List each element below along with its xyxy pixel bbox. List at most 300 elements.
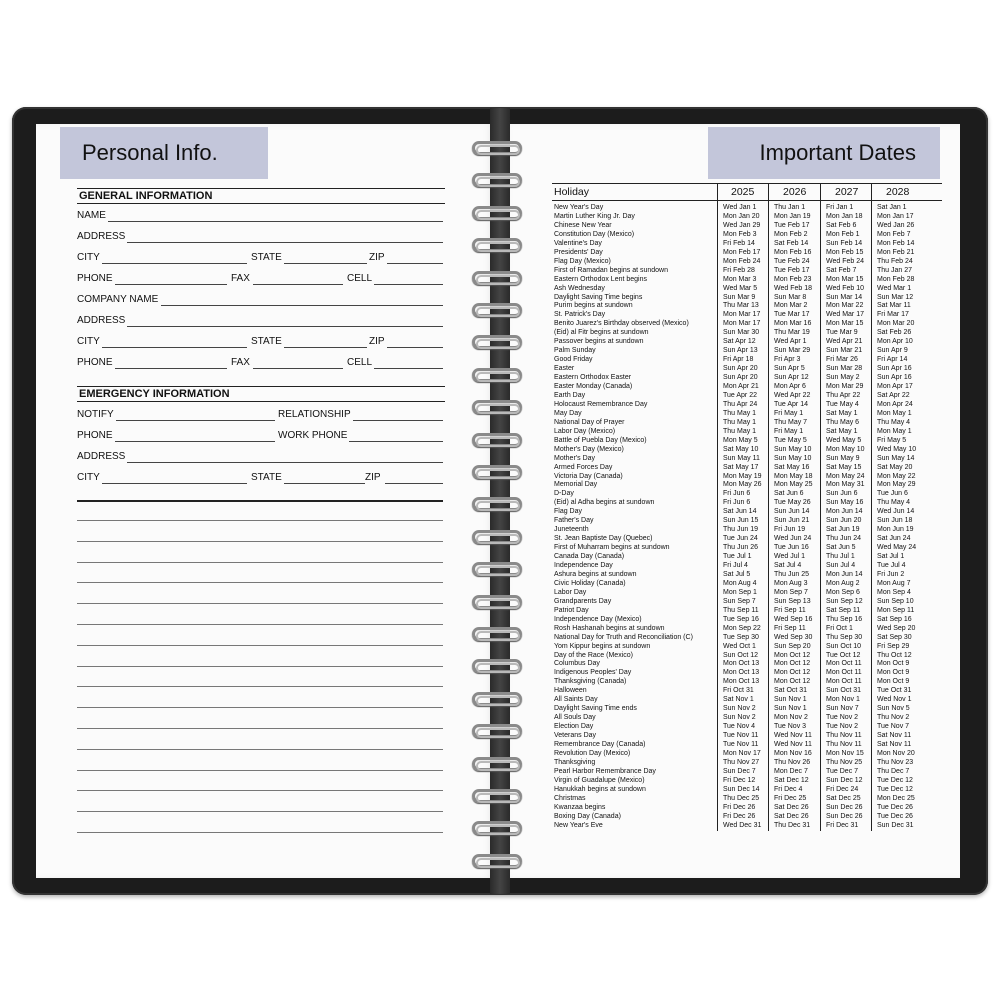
table-row xyxy=(552,507,942,516)
emergency-info-heading: EMERGENCY INFORMATION xyxy=(77,386,445,402)
holiday-name-cell: Kwanzaa begins xyxy=(554,803,606,811)
date-cell: Wed Apr 1 xyxy=(774,338,807,346)
note-line xyxy=(77,541,443,542)
table-row xyxy=(552,740,942,749)
date-cell: Tue Apr 22 xyxy=(723,391,757,399)
date-cell: Mon May 5 xyxy=(723,436,758,444)
date-cell: Sun Dec 7 xyxy=(723,767,756,775)
date-cell: Thu May 7 xyxy=(774,418,808,426)
date-cell: Fri Apr 18 xyxy=(723,356,754,364)
table-row xyxy=(552,695,942,704)
table-row xyxy=(552,543,942,552)
date-cell: Wed Dec 31 xyxy=(723,821,762,829)
company-name-label: COMPANY NAME xyxy=(77,294,159,305)
date-cell: Sun May 11 xyxy=(723,454,760,462)
date-cell: Mon Oct 12 xyxy=(774,678,811,686)
holiday-name-cell: Pearl Harbor Remembrance Day xyxy=(554,767,656,775)
holiday-name-cell: Easter xyxy=(554,365,575,373)
table-row xyxy=(552,525,942,534)
holiday-name-cell: Columbus Day xyxy=(554,660,600,668)
holiday-name-cell: Election Day xyxy=(554,723,594,731)
date-cell: Tue Sep 30 xyxy=(723,633,759,641)
date-cell: Sun Dec 26 xyxy=(826,803,863,811)
date-cell: Sun Mar 12 xyxy=(877,293,914,301)
spiral-ring xyxy=(470,788,526,806)
date-cell: Sun Mar 29 xyxy=(774,347,811,355)
table-row xyxy=(552,445,942,454)
state-label: STATE xyxy=(251,252,282,263)
table-row xyxy=(552,463,942,472)
note-line xyxy=(77,562,443,563)
date-cell: Mon Aug 2 xyxy=(826,579,860,587)
table-row xyxy=(552,337,942,346)
date-cell: Sat Jun 6 xyxy=(774,490,804,498)
date-cell: Sat Feb 7 xyxy=(826,266,857,274)
holiday-name-cell: Mother's Day xyxy=(554,454,596,462)
table-row xyxy=(552,615,942,624)
date-cell: Tue Jun 24 xyxy=(723,535,758,543)
company-phone-fax-cell-field[interactable] xyxy=(77,357,443,371)
holiday-name-cell: Halloween xyxy=(554,687,587,695)
holiday-name-cell: Remembrance Day (Canada) xyxy=(554,741,646,748)
holiday-name-cell: Purim begins at sundown xyxy=(554,302,633,310)
date-cell: Mon Feb 28 xyxy=(877,275,915,283)
holiday-name-cell: Battle of Puebla Day (Mexico) xyxy=(554,436,647,444)
date-cell: Fri Jun 6 xyxy=(723,490,751,498)
date-cell: Tue Oct 12 xyxy=(826,651,861,659)
date-cell: Mon Aug 3 xyxy=(774,579,808,587)
date-cell: Mon Nov 20 xyxy=(877,749,915,757)
date-cell: Mon Sep 1 xyxy=(723,588,757,596)
date-cell: Wed Nov 1 xyxy=(877,696,912,704)
date-cell: Thu Jun 19 xyxy=(723,526,759,534)
date-cell: Tue Jul 1 xyxy=(723,553,752,561)
holiday-name-cell: Passover begins at sundown xyxy=(554,338,644,346)
date-cell: Thu Feb 24 xyxy=(877,257,913,265)
spiral-ring xyxy=(470,496,526,514)
date-cell: Fri Oct 1 xyxy=(826,624,853,632)
date-cell: Thu Dec 7 xyxy=(877,767,910,775)
date-cell: Mon Apr 10 xyxy=(877,338,913,346)
date-cell: Sun Mar 30 xyxy=(723,329,760,337)
date-cell: Thu Jul 1 xyxy=(826,553,855,561)
date-cell: Sun Mar 21 xyxy=(826,347,863,355)
date-cell: Sat May 17 xyxy=(723,463,759,471)
name-label: NAME xyxy=(77,210,106,221)
address-field[interactable] xyxy=(77,231,443,245)
table-row xyxy=(552,319,942,328)
date-cell: Mon May 10 xyxy=(826,445,865,453)
date-cell: Thu Mar 19 xyxy=(774,329,810,337)
date-cell: Wed Apr 21 xyxy=(826,338,863,346)
date-cell: Mon Dec 25 xyxy=(877,794,915,802)
date-cell: Mon May 24 xyxy=(826,472,865,480)
date-cell: Fri Dec 4 xyxy=(774,785,803,793)
date-cell: Mon Feb 24 xyxy=(723,257,761,265)
holiday-name-cell: Virgin of Guadalupe (Mexico) xyxy=(554,776,645,784)
date-cell: Thu Apr 24 xyxy=(723,400,758,408)
date-cell: Wed Sep 30 xyxy=(774,633,813,641)
date-cell: Wed Mar 5 xyxy=(723,284,758,292)
date-cell: Sat May 20 xyxy=(877,463,913,471)
name-field[interactable] xyxy=(77,210,443,224)
date-cell: Mon Sep 22 xyxy=(723,624,761,632)
date-cell: Tue Dec 12 xyxy=(877,785,913,793)
date-cell: Wed Feb 24 xyxy=(826,257,865,265)
holiday-name-cell: All Saints Day xyxy=(554,696,598,704)
holiday-name-cell: Patriot Day xyxy=(554,606,589,614)
table-row xyxy=(552,472,942,481)
date-cell: Thu Nov 11 xyxy=(826,732,862,740)
table-row xyxy=(552,293,942,302)
spiral-ring xyxy=(470,140,526,158)
holiday-name-cell: Eastern Orthodox Easter xyxy=(554,374,632,382)
work-phone-label: WORK PHONE xyxy=(278,430,348,441)
date-cell: Sun May 16 xyxy=(826,499,864,507)
table-row xyxy=(552,821,942,830)
spiral-ring xyxy=(470,561,526,579)
date-cell: Mon Jun 19 xyxy=(877,526,914,534)
notify-label: NOTIFY xyxy=(77,409,114,420)
date-cell: Mon Oct 9 xyxy=(877,660,910,668)
table-row xyxy=(552,588,942,597)
date-cell: Fri Dec 26 xyxy=(723,803,756,811)
table-row xyxy=(552,731,942,740)
date-cell: Tue Apr 14 xyxy=(774,400,808,408)
date-cell: Fri May 5 xyxy=(877,436,907,444)
table-row xyxy=(552,758,942,767)
table-row xyxy=(552,704,942,713)
date-cell: Sun May 9 xyxy=(826,454,860,462)
table-row xyxy=(552,284,942,293)
date-cell: Mon Mar 15 xyxy=(826,275,864,283)
note-line xyxy=(77,582,443,583)
table-row xyxy=(552,767,942,776)
date-cell: Mon May 18 xyxy=(774,472,813,480)
date-cell: Mon May 22 xyxy=(877,472,916,480)
spiral-ring xyxy=(470,529,526,547)
date-cell: Fri Sep 29 xyxy=(877,642,910,650)
date-cell: Sat May 15 xyxy=(826,463,862,471)
notify-relationship-field[interactable] xyxy=(77,409,443,423)
date-cell: Fri Jun 2 xyxy=(877,570,905,578)
table-row xyxy=(552,409,942,418)
holiday-name-cell: Labor Day xyxy=(554,588,587,596)
date-cell: Mon Mar 29 xyxy=(826,383,864,390)
date-cell: Thu Sep 30 xyxy=(826,633,863,641)
table-row xyxy=(552,480,942,489)
date-cell: Mon Apr 17 xyxy=(877,383,913,390)
holiday-name-cell: Revolution Day (Mexico) xyxy=(554,749,631,757)
date-cell: Tue Dec 12 xyxy=(877,776,913,784)
table-row xyxy=(552,794,942,803)
date-cell: Wed Sep 20 xyxy=(877,624,916,632)
date-cell: Mon Feb 17 xyxy=(723,248,761,256)
table-row xyxy=(552,364,942,373)
table-row xyxy=(552,346,942,355)
date-cell: Mon Oct 9 xyxy=(877,669,910,677)
date-cell: Fri Feb 14 xyxy=(723,239,755,247)
holiday-name-cell: Chinese New Year xyxy=(554,221,612,229)
date-cell: Thu Nov 25 xyxy=(826,758,863,766)
date-cell: Mon Oct 9 xyxy=(877,678,910,686)
date-cell: Mon Oct 13 xyxy=(723,678,760,686)
date-cell: Sun May 10 xyxy=(774,454,812,462)
emergency-address-field[interactable] xyxy=(77,451,443,465)
note-line xyxy=(77,728,443,729)
holiday-name-cell: National Day of Prayer xyxy=(554,418,625,426)
holiday-name-cell: Grandparents Day xyxy=(554,597,612,605)
date-cell: Thu Nov 26 xyxy=(774,758,811,766)
date-cell: Sat Dec 25 xyxy=(826,794,861,802)
spiral-ring xyxy=(470,658,526,676)
holiday-name-cell: Flag Day xyxy=(554,508,583,516)
date-cell: Thu May 6 xyxy=(826,418,860,426)
date-cell: Wed May 10 xyxy=(877,445,917,453)
date-cell: Sat Mar 11 xyxy=(877,302,911,310)
date-cell: Thu Sep 11 xyxy=(723,606,759,614)
holiday-column-header: Holiday xyxy=(554,186,590,198)
date-cell: Wed Mar 1 xyxy=(877,284,912,292)
date-cell: Fri Jul 4 xyxy=(723,562,748,569)
holiday-name-cell: May Day xyxy=(554,409,582,417)
holiday-name-cell: First of Muharram begins at sundown xyxy=(554,544,670,552)
date-cell: Mon Oct 12 xyxy=(774,651,811,659)
spiral-ring xyxy=(470,367,526,385)
date-cell: Mon Oct 12 xyxy=(774,669,811,677)
date-cell: Sun May 2 xyxy=(826,374,860,382)
company-city-state-zip-field[interactable] xyxy=(77,336,443,350)
company-address-field[interactable] xyxy=(77,315,443,329)
holiday-name-cell: Benito Juarez's Birthday observed (Mexico) xyxy=(554,320,689,328)
date-cell: Thu Dec 25 xyxy=(723,794,760,802)
date-cell: Tue Mar 17 xyxy=(774,311,810,319)
date-cell: Sun May 10 xyxy=(774,445,812,453)
date-cell: Sun Jul 4 xyxy=(826,562,856,569)
date-cell: Mon May 19 xyxy=(723,472,762,480)
date-cell: Mon May 29 xyxy=(877,481,916,489)
date-cell: Sun Dec 26 xyxy=(826,812,863,820)
zip-label: ZIP xyxy=(365,472,381,483)
date-cell: Mon Jun 14 xyxy=(826,508,863,516)
holiday-name-cell: Thanksgiving xyxy=(554,758,596,766)
date-cell: Sun Jun 18 xyxy=(877,517,913,525)
state-label: STATE xyxy=(251,472,282,483)
date-cell: Sun Nov 2 xyxy=(723,714,756,722)
date-cell: Tue May 5 xyxy=(774,436,807,444)
section-divider xyxy=(77,500,443,502)
date-cell: Tue May 26 xyxy=(774,499,811,507)
holiday-name-cell: Daylight Saving Time ends xyxy=(554,705,637,713)
date-cell: Fri Dec 12 xyxy=(723,776,756,784)
city-state-zip-field[interactable] xyxy=(77,252,443,266)
date-cell: Sun Sep 12 xyxy=(826,597,863,605)
date-cell: Sun Oct 31 xyxy=(826,687,862,695)
date-cell: Mon Oct 11 xyxy=(826,669,862,677)
note-line xyxy=(77,790,443,791)
phone-label: PHONE xyxy=(77,430,113,441)
spiral-ring xyxy=(470,302,526,320)
table-row xyxy=(552,633,942,642)
table-row xyxy=(552,642,942,651)
date-cell: Mon May 1 xyxy=(877,409,912,417)
date-cell: Sun Apr 20 xyxy=(723,365,758,373)
date-cell: Wed May 5 xyxy=(826,436,862,444)
date-cell: Sun Apr 12 xyxy=(774,374,809,382)
date-cell: Wed Jan 26 xyxy=(877,221,915,229)
date-cell: Sun Jun 20 xyxy=(826,517,862,525)
date-cell: Thu Jan 1 xyxy=(774,204,806,211)
emergency-phone-field[interactable] xyxy=(77,430,443,444)
holiday-name-cell: Labor Day (Mexico) xyxy=(554,427,616,435)
date-cell: Tue Feb 17 xyxy=(774,266,810,274)
table-row xyxy=(552,552,942,561)
date-cell: Wed Nov 11 xyxy=(774,732,812,740)
date-cell: Wed Jun 14 xyxy=(877,508,915,516)
date-cell: Sat Feb 14 xyxy=(774,239,809,247)
date-cell: Tue Dec 26 xyxy=(877,803,913,811)
table-row xyxy=(552,713,942,722)
city-label: CITY xyxy=(77,472,100,483)
date-cell: Thu May 4 xyxy=(877,499,911,507)
date-cell: Mon Dec 7 xyxy=(774,767,808,775)
date-cell: Mon Mar 17 xyxy=(723,320,761,328)
date-cell: Fri Sep 11 xyxy=(774,624,806,632)
date-cell: Fri Mar 26 xyxy=(826,356,858,364)
holiday-name-cell: Daylight Saving Time begins xyxy=(554,293,643,301)
spiral-ring xyxy=(470,399,526,417)
holiday-name-cell: Christmas xyxy=(554,794,586,802)
date-cell: Sat May 1 xyxy=(826,427,858,435)
date-cell: Mon Sep 7 xyxy=(774,588,808,596)
date-cell: Sat Feb 6 xyxy=(826,221,857,229)
date-cell: Sat Oct 31 xyxy=(774,687,808,695)
date-cell: Sat Apr 12 xyxy=(723,338,756,346)
table-row xyxy=(552,489,942,498)
table-row xyxy=(552,301,942,310)
date-cell: Thu May 4 xyxy=(877,418,911,426)
spiral-ring xyxy=(470,853,526,871)
date-cell: Wed Apr 22 xyxy=(774,391,811,399)
holiday-name-cell: (Eid) al Fitr begins at sundown xyxy=(554,329,649,337)
table-row xyxy=(552,579,942,588)
date-cell: Sun Dec 14 xyxy=(723,785,760,793)
phone-fax-cell-field[interactable] xyxy=(77,273,443,287)
table-row xyxy=(552,203,942,212)
cell-label: CELL xyxy=(347,273,373,284)
date-cell: Wed Jun 24 xyxy=(774,535,812,543)
date-cell: Mon Feb 14 xyxy=(877,239,915,247)
spiral-ring xyxy=(470,594,526,612)
date-cell: Sun Apr 9 xyxy=(877,347,908,355)
table-row xyxy=(552,677,942,686)
date-cell: Sun Feb 14 xyxy=(826,239,863,247)
date-cell: Mon Feb 15 xyxy=(826,248,864,256)
date-cell: Sat Nov 11 xyxy=(877,732,912,740)
date-cell: Thu Nov 2 xyxy=(877,714,910,722)
date-cell: Mon Feb 7 xyxy=(877,230,911,238)
date-cell: Sat Dec 26 xyxy=(774,803,809,811)
table-row xyxy=(552,427,942,436)
holiday-name-cell: Independence Day (Mexico) xyxy=(554,615,642,623)
date-cell: Sat Jun 14 xyxy=(723,508,757,516)
note-line xyxy=(77,811,443,812)
date-cell: Thu Jun 25 xyxy=(774,570,810,578)
date-cell: Mon Nov 16 xyxy=(774,749,812,757)
table-row xyxy=(552,212,942,221)
date-cell: Tue Nov 2 xyxy=(826,723,859,731)
holiday-name-cell: Hanukkah begins at sundown xyxy=(554,785,646,793)
zip-label: ZIP xyxy=(369,336,385,347)
date-cell: Mon Aug 7 xyxy=(877,579,911,587)
date-cell: Sat Jun 19 xyxy=(826,526,860,534)
date-cell: Mon Aug 4 xyxy=(723,579,757,587)
date-cell: Sat Feb 26 xyxy=(877,329,912,337)
date-cell: Tue Nov 4 xyxy=(723,723,756,731)
date-cell: Sun Apr 5 xyxy=(774,365,805,373)
holiday-name-cell: Armed Forces Day xyxy=(554,463,613,471)
table-row xyxy=(552,257,942,266)
date-cell: Tue Dec 7 xyxy=(826,767,859,775)
table-row xyxy=(552,668,942,677)
date-cell: Mon Apr 21 xyxy=(723,383,759,390)
holiday-name-cell: National Day for Truth and Reconciliation (C) xyxy=(554,633,693,641)
holiday-name-cell: Independence Day xyxy=(554,562,613,569)
year-2025-header: 2025 xyxy=(731,186,755,198)
date-cell: Sat Apr 22 xyxy=(877,391,910,399)
spiral-ring xyxy=(470,464,526,482)
date-cell: Mon Oct 11 xyxy=(826,660,862,668)
date-cell: Mon Feb 1 xyxy=(826,230,860,238)
date-cell: Tue Nov 3 xyxy=(774,723,807,731)
date-cell: Mon Mar 15 xyxy=(826,320,864,328)
date-cell: Sun Jun 6 xyxy=(826,490,858,498)
date-cell: Mon May 26 xyxy=(723,481,762,489)
date-cell: Tue Sep 16 xyxy=(723,615,759,623)
date-cell: Fri Jun 19 xyxy=(774,526,806,534)
table-row xyxy=(552,355,942,364)
date-cell: Sun Sep 10 xyxy=(877,597,914,605)
date-cell: Tue Jun 6 xyxy=(877,490,908,498)
date-cell: Sat Jun 5 xyxy=(826,544,856,552)
date-cell: Fri Jan 1 xyxy=(826,204,854,211)
holiday-name-cell: All Souls Day xyxy=(554,714,596,722)
company-name-field[interactable] xyxy=(77,294,443,308)
date-cell: Sun Sep 13 xyxy=(774,597,811,605)
table-row xyxy=(552,221,942,230)
emergency-city-state-zip-field[interactable] xyxy=(77,472,443,486)
spiral-ring xyxy=(470,820,526,838)
table-row xyxy=(552,275,942,284)
date-cell: Mon Feb 23 xyxy=(774,275,812,283)
date-cell: Mon Oct 13 xyxy=(723,660,760,668)
fax-label: FAX xyxy=(231,357,250,368)
date-cell: Fri May 1 xyxy=(774,409,804,417)
holiday-name-cell: Martin Luther King Jr. Day xyxy=(554,212,635,220)
table-row xyxy=(552,328,942,337)
table-row xyxy=(552,373,942,382)
table-row xyxy=(552,606,942,615)
cell-label: CELL xyxy=(347,357,373,368)
date-cell: Thu Nov 27 xyxy=(723,758,760,766)
spiral-ring xyxy=(470,334,526,352)
date-cell: Sat May 16 xyxy=(774,463,810,471)
table-row xyxy=(552,803,942,812)
table-row xyxy=(552,266,942,275)
table-row xyxy=(552,382,942,391)
address-label: ADDRESS xyxy=(77,451,126,462)
date-cell: Mon Sep 6 xyxy=(826,588,860,596)
